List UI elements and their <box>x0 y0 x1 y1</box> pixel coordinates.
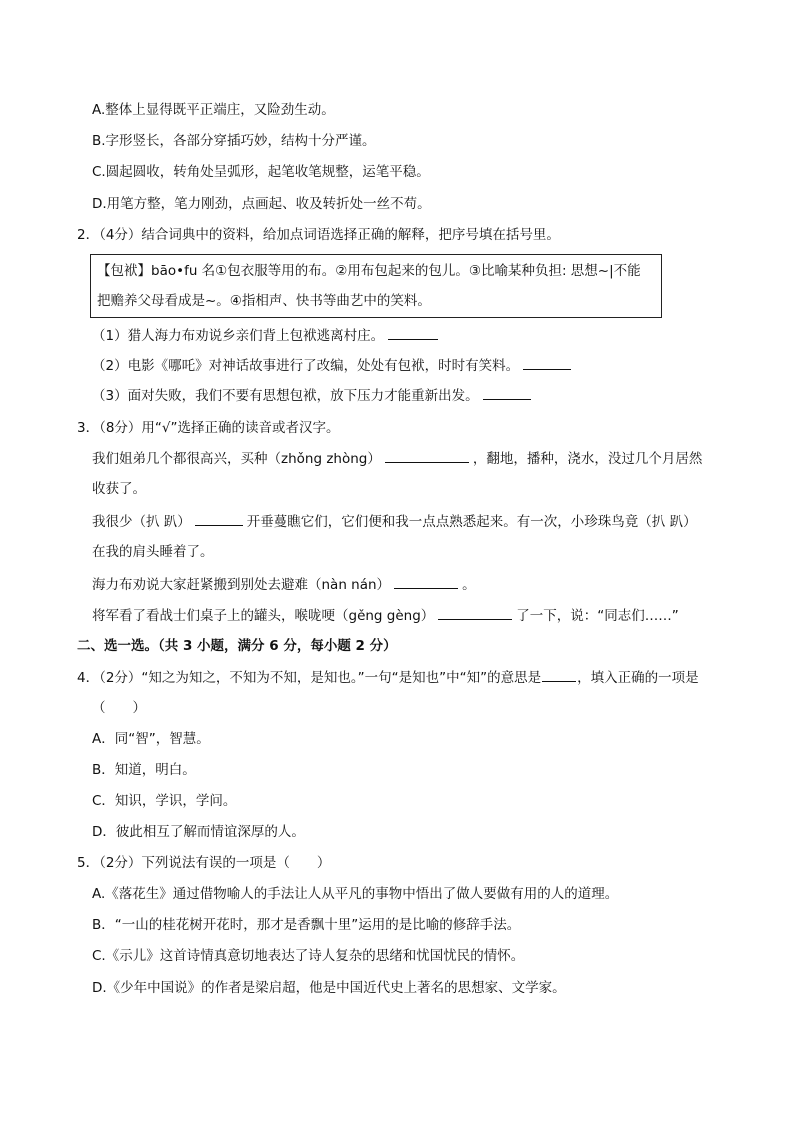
q2-item-2 <box>92 355 575 376</box>
dictionary-line-2: 把赡养父母看成是~。④指相声、快书等曲艺中的笑料。 <box>97 293 431 309</box>
q4-stem-b: ，填入正确的一项是 <box>577 670 699 686</box>
q2-answer-blank-2[interactable] <box>523 355 571 370</box>
q4-answer-blank[interactable] <box>542 667 576 682</box>
q2-item-1-text: （1）猎人海力布劝说乡亲们背上包袱逃离村庄。 <box>92 328 385 344</box>
q4-option-a: A．同“智”，智慧。 <box>92 731 210 747</box>
q2-answer-blank-1[interactable] <box>388 325 438 340</box>
q4-option-b: B．知道，明白。 <box>92 762 196 778</box>
q2-item-3 <box>92 385 535 406</box>
q3-line-2-b: 开垂蔓瞧它们，它们便和我一点点熟悉起来。有一次，小珍珠鸟竟（扒 趴） <box>246 514 697 530</box>
q4-option-c: C．知识，学识，学问。 <box>92 793 237 809</box>
q4-option-d: D．彼此相互了解而情谊深厚的人。 <box>92 824 305 840</box>
q3-answer-blank-3[interactable] <box>394 574 458 589</box>
q3-line-4-a: 将军看了看战士们桌子上的罐头，喉咙哽（gěng gèng） <box>92 608 435 624</box>
q2-item-2-text: （2）电影《哪吒》对神话故事进行了改编，处处有包袱，时时有笑料。 <box>92 358 520 374</box>
q5-option-a: A.《落花生》通过借物喻人的手法让人从平凡的事物中悟出了做人要做有用的人的道理。 <box>92 886 619 902</box>
q3-line-3-a: 海力布劝说大家赶紧搬到别处去避难（nàn nán） <box>92 577 391 593</box>
q1-option-d: D.用笔方整，笔力刚劲，点画起、收及转折处一丝不苟。 <box>92 196 431 212</box>
q3-line-4 <box>92 605 679 626</box>
q2-item-1 <box>92 325 442 346</box>
q4-stem <box>77 667 699 688</box>
dictionary-box <box>90 254 662 318</box>
q1-option-b: B.字形竖长，各部分穿插巧妙，结构十分严谨。 <box>92 133 376 149</box>
dictionary-line-1: 【包袱】bāo•fu 名①包衣服等用的布。②用布包起来的包儿。③比喻某种负担: 思想~|不能 <box>97 263 641 279</box>
q2-answer-blank-3[interactable] <box>483 385 531 400</box>
q3-stem: 3．（8分）用“√”选择正确的读音或者汉字。 <box>77 420 340 436</box>
q3-line-1 <box>92 448 702 469</box>
q2-stem: 2．（4分）结合词典中的资料，给加点词语选择正确的解释，把序号填在括号里。 <box>77 227 560 243</box>
q4-stem-a: 4．（2分）“知之为知之，不知为不知，是知也。”一句“是知也”中“知”的意思是 <box>77 670 542 686</box>
q3-line-3 <box>92 574 476 595</box>
q1-option-a: A.整体上显得既平正端庄，又险劲生动。 <box>92 102 335 118</box>
q5-option-c: C.《示儿》这首诗情真意切地表达了诗人复杂的思绪和忧国忧民的情怀。 <box>92 948 525 964</box>
q2-item-3-text: （3）面对失败，我们不要有思想包袱，放下压力才能重新出发。 <box>92 388 479 404</box>
q3-line-1-b: ，翻地，播种，浇水，没过几个月居然 <box>472 451 703 467</box>
q5-option-d: D.《少年中国说》的作者是梁启超，他是中国近代史上著名的思想家、文学家。 <box>92 980 566 996</box>
q3-line-2 <box>92 511 697 532</box>
section-2-heading: 二、选一选。（共 3 小题，满分 6 分，每小题 2 分） <box>77 638 397 654</box>
q3-line-1-cont: 收获了。 <box>92 481 146 497</box>
q1-option-c: C.圆起圆收，转角处呈弧形，起笔收笔规整，运笔平稳。 <box>92 164 430 180</box>
q3-line-2-cont: 在我的肩头睡着了。 <box>92 544 214 560</box>
q3-answer-blank-2[interactable] <box>195 511 243 526</box>
q4-answer-paren: （ ） <box>92 700 146 716</box>
q3-line-4-b: 了一下，说：“同志们……” <box>516 608 679 624</box>
q3-line-1-a: 我们姐弟几个都很高兴，买种（zhǒng zhòng） <box>92 451 381 467</box>
q3-answer-blank-4[interactable] <box>438 605 512 620</box>
q3-line-2-a: 我很少（扒 趴） <box>92 514 191 530</box>
q5-stem: 5．（2分）下列说法有误的一项是（ ） <box>77 855 331 871</box>
q3-line-3-b: 。 <box>462 577 476 593</box>
q5-option-b: B．“一山的桂花树开花时，那才是香飘十里”运用的是比喻的修辞手法。 <box>92 917 521 933</box>
q3-answer-blank-1[interactable] <box>385 448 469 463</box>
